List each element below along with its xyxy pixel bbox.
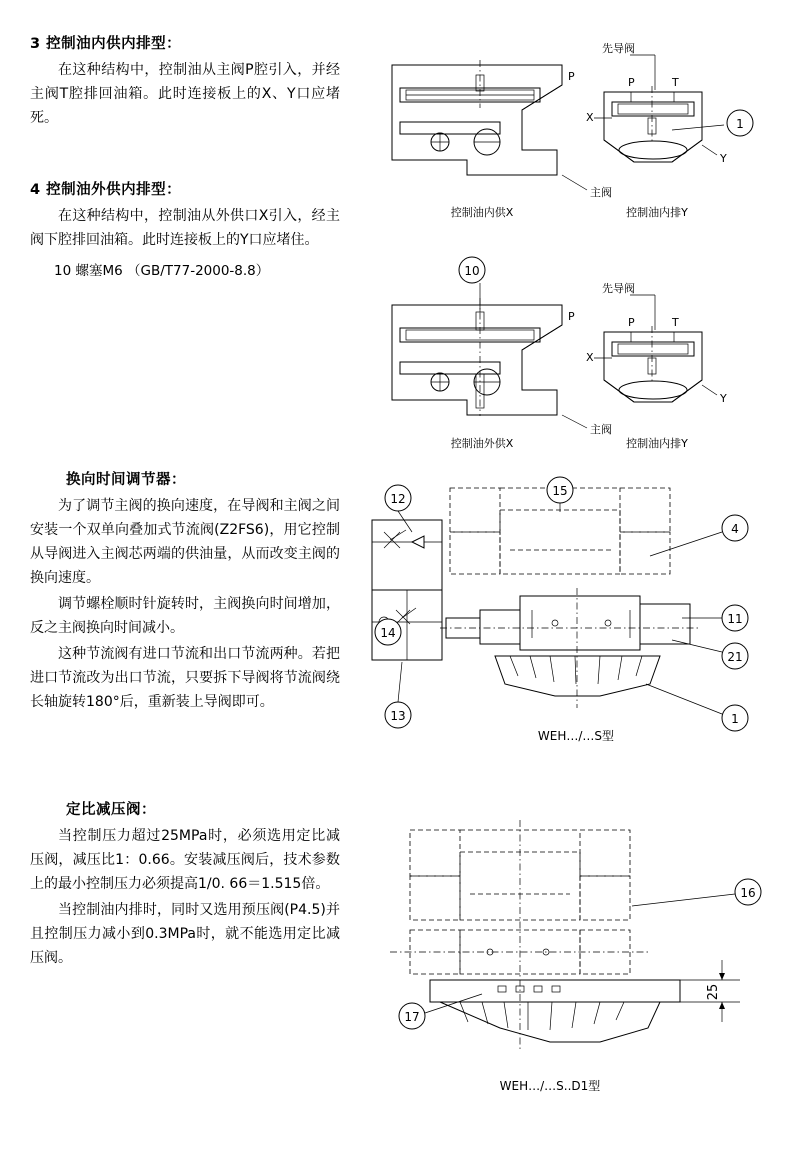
label-port-T-1: T [672,76,679,89]
label-pilot-valve-2: 先导阀 [602,282,635,295]
balloon-14-text: 14 [380,626,396,640]
text-section-reducing-valve [30,800,340,970]
caption-right-2: 控制油内排Y [626,437,688,450]
caption-right-1: 控制油内排Y [626,206,688,219]
pilot-valve-body-2 [604,326,702,402]
balloon-15-text: 15 [552,484,568,498]
paragraph-4-2: 10 螺塞M6 （GB/T77-2000-8.8） [54,262,270,279]
text-section-4 [30,180,340,283]
heading-timer: 换向时间调节器： [66,472,186,488]
text-section-3 [30,34,340,130]
paragraph-rv-1: 当控制压力超过25MPa时，必须选用定比减压阀，减压比1：0.66。安装减压阀后，技术参数上的最小控制压力必须提高1/0. 66＝1.515倍。 [30,827,340,892]
label-port-T-2: T [672,316,679,329]
balloon-13-text: 13 [390,709,406,723]
label-port-Y-2: Y [720,392,727,405]
paragraph-4-1: 在这种结构中，控制油从外供口X引入，经主阀下腔排回油箱。此时连接板上的Y口应堵住。 [30,207,340,248]
label-port-P-1: P [628,76,635,89]
balloon-11-text: 11 [727,612,743,626]
caption-figure-3: WEH…/…S型 [537,729,615,743]
paragraph-timer-2: 调节螺栓顺时针旋转时，主阀换向时间增加，反之主阀换向时间减小。 [30,596,340,637]
label-main-valve-2: 主阀 [590,423,612,436]
pilot-valve-body-1 [604,86,702,162]
paragraph-timer-3: 这种节流阀有进口节流和出口节流两种。若把进口节流改为出口节流，只要拆下导阀将节流阀绕长轴旋转180°后，重新装上导阀即可。 [30,646,340,711]
paragraph-rv-2: 当控制油内排时，同时又选用预压阀(P4.5)并且控制压力减小到0.3MPa时，就不能选用定比减压阀。 [30,901,340,967]
main-valve-body-1 [392,60,562,175]
heading-3: 3 控制油内供内排型： [30,36,182,52]
text-section-timer [30,470,340,714]
dimension-25-text: 25 [706,983,721,1001]
label-port-P-main-1: P [568,70,575,83]
caption-left-2: 控制油外供X [450,437,514,450]
label-pilot-valve-1: 先导阀 [602,42,635,55]
heading-4: 4 控制油外供内排型： [30,182,182,198]
balloon-16-text: 16 [740,886,756,900]
caption-left-1: 控制油内供X [450,206,514,219]
balloon-17-text: 17 [404,1010,420,1024]
paragraph-3-1: 在这种结构中，控制油从主阀P腔引入，并经主阀T腔排回油箱。此时连接板上的X、Y口应堵死。 [30,61,340,126]
dimension-25 [680,960,740,1022]
balloon-21-text: 21 [727,650,743,664]
balloon-10-text: 10 [464,264,480,278]
figure-external-supply [372,250,772,450]
label-port-P-2: P [628,316,635,329]
label-port-X-1: X [586,111,594,124]
figure-weh-s-d1 [370,810,780,1120]
base-plate-4 [430,980,680,1042]
caption-figure-4: WEH…/…S..D1型 [499,1079,601,1093]
label-port-X-2: X [586,351,594,364]
balloon-1-text: 1 [736,117,744,131]
heading-reducing-valve: 定比减压阀： [66,802,156,818]
figure-weh-s [350,470,780,770]
figure-internal-supply [372,30,772,220]
main-valve-body-2 [392,298,562,416]
label-main-valve-1: 主阀 [590,186,612,199]
balloon-4-text: 4 [731,522,739,536]
balloon-1b-text: 1 [731,712,739,726]
label-port-Y-1: Y [720,152,727,165]
balloon-12-text: 12 [390,492,406,506]
paragraph-timer-1: 为了调节主阀的换向速度，在导阀和主阀之间安装一个双单向叠加式节流阀(Z2FS6)，用它控制从导阀进入主阀芯两端的供油量，从而改变主阀的换向速度。 [30,497,340,586]
assembly-dashed-outline-4 [390,820,650,1050]
valve-body-3 [440,596,700,650]
label-port-P-main-2: P [568,310,575,323]
